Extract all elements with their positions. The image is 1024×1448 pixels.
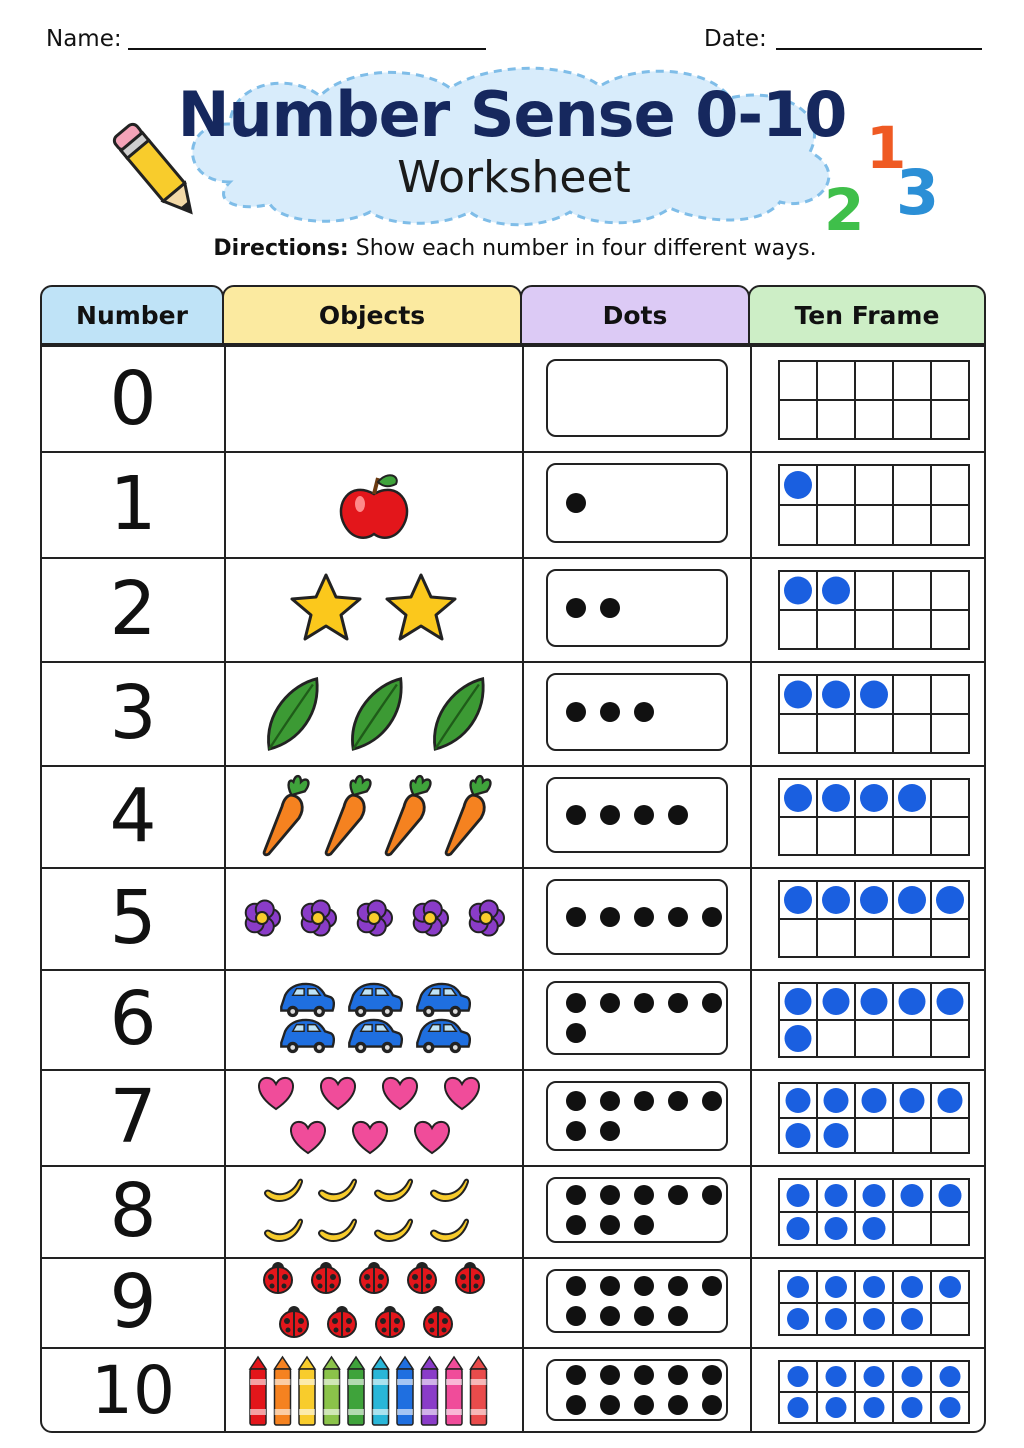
name-date-row <box>0 22 1024 62</box>
ten-frame-counter <box>939 1276 961 1298</box>
ten-frame-counter <box>784 471 812 499</box>
banana-icon <box>265 1180 302 1201</box>
dot <box>634 1185 654 1205</box>
ten-frame <box>778 778 970 856</box>
table-row <box>42 1347 988 1435</box>
banana-icon <box>375 1180 412 1201</box>
ten-frame <box>778 674 970 754</box>
ten-frame-cell <box>817 817 855 855</box>
ten-frame-counter <box>822 577 850 605</box>
ten-frame-counter <box>787 1308 809 1330</box>
ten-frame <box>778 570 970 650</box>
heart-icon <box>321 1078 355 1109</box>
row-number: 1 <box>109 461 157 547</box>
ten-frame-cell <box>931 817 969 855</box>
ten-frame-cell <box>931 1118 969 1153</box>
ladybug-icon <box>408 1262 436 1293</box>
carrot-icon <box>326 776 370 855</box>
row-number: 6 <box>109 976 157 1062</box>
ten-frame-counter <box>787 1276 809 1298</box>
ten-frame-cell <box>931 919 969 957</box>
ten-frame-counter <box>788 1397 809 1418</box>
dot <box>634 1276 654 1296</box>
objects-cell <box>226 1069 522 1165</box>
dot <box>566 1395 586 1415</box>
objects-cell <box>226 969 522 1069</box>
car-icon <box>281 984 334 1017</box>
crayon-icon <box>397 1357 413 1425</box>
ten-frame-cell <box>779 610 817 649</box>
pencil-icon <box>108 118 208 228</box>
carrot-icon <box>264 776 308 855</box>
crayon-icon <box>471 1357 487 1425</box>
ten-frame-cell <box>855 919 893 957</box>
table-row <box>42 867 988 969</box>
ten-frame-cell <box>893 465 931 505</box>
ten-frame-counter <box>787 1184 810 1207</box>
objects-cell <box>226 347 522 451</box>
numbers-icon-two: 2 <box>824 176 865 240</box>
dot <box>702 1365 722 1385</box>
ten-frame-counter <box>862 1088 887 1113</box>
ten-frame-counter <box>901 1308 923 1330</box>
ten-frame-cell <box>893 919 931 957</box>
dot <box>566 907 586 927</box>
ten-frame-counter <box>937 988 964 1015</box>
dot <box>702 1395 722 1415</box>
ten-frame-counter <box>784 577 812 605</box>
dot <box>566 1365 586 1385</box>
table-row <box>42 1257 988 1347</box>
ten-frame-counter <box>824 1088 849 1113</box>
ten-frame <box>778 1082 970 1154</box>
table-row <box>42 1165 988 1257</box>
carrot-icon <box>446 776 490 855</box>
ten-frame-cell <box>893 1212 931 1245</box>
table-body <box>40 345 986 1433</box>
ten-frame <box>778 880 970 958</box>
banana-icon <box>319 1220 356 1241</box>
ten-frame-cell <box>931 400 969 439</box>
ten-frame-cell <box>855 400 893 439</box>
ten-frame <box>778 1360 970 1424</box>
table-row <box>42 765 988 867</box>
ten-frame-counter <box>823 988 850 1015</box>
ten-frame-cell <box>893 817 931 855</box>
ten-frame-counter <box>901 1276 923 1298</box>
banana-icon <box>375 1220 412 1241</box>
ten-frame-cell <box>893 505 931 545</box>
dot <box>668 1395 688 1415</box>
ten-frame-cell <box>817 465 855 505</box>
crayon-icon <box>373 1357 389 1425</box>
objects-cell <box>226 1347 522 1435</box>
ten-frame-cell <box>931 779 969 817</box>
dots-box <box>546 359 728 437</box>
ten-frame-cell <box>893 714 931 753</box>
flower-icon <box>246 900 280 935</box>
ten-frame-cell <box>855 610 893 649</box>
heart-icon <box>291 1122 325 1153</box>
name-field[interactable] <box>128 48 486 50</box>
ten-frame-counter <box>863 1276 885 1298</box>
dot <box>634 1091 654 1111</box>
crayon-icon <box>275 1357 291 1425</box>
ten-frame-cell <box>779 919 817 957</box>
dot <box>566 1215 586 1235</box>
dot <box>566 493 586 513</box>
heart-icon <box>415 1122 449 1153</box>
dot <box>668 1185 688 1205</box>
ten-frame-cell <box>931 1303 969 1335</box>
dots-box <box>546 1081 728 1151</box>
dot <box>634 1215 654 1235</box>
heart-icon <box>259 1078 293 1109</box>
ten-frame-counter <box>822 784 850 812</box>
page-title: Number Sense 0-10 <box>177 78 847 151</box>
car-icon <box>417 1020 470 1053</box>
dots-box <box>546 1177 728 1243</box>
directions <box>0 236 1024 261</box>
ten-frame-cell <box>855 1118 893 1153</box>
objects-cell <box>226 1257 522 1347</box>
ten-frame-counter <box>825 1308 847 1330</box>
ten-frame-cell <box>855 465 893 505</box>
ten-frame-counter <box>902 1366 923 1387</box>
ten-frame-counter <box>824 1123 849 1148</box>
car-icon <box>281 1020 334 1053</box>
ten-frame-cell <box>931 714 969 753</box>
ten-frame-counter <box>787 1217 810 1240</box>
ten-frame-cell <box>931 361 969 400</box>
dot <box>702 993 722 1013</box>
dot <box>634 993 654 1013</box>
ten-frame-counter <box>898 784 926 812</box>
directions-label: Directions: <box>213 236 349 261</box>
ten-frame-counter <box>825 1276 847 1298</box>
header-dots: Dots <box>520 285 750 345</box>
ten-frame-cell <box>893 675 931 714</box>
ten-frame-counter <box>940 1366 961 1387</box>
ladybug-icon <box>328 1306 356 1337</box>
car-icon <box>417 984 470 1017</box>
dot <box>600 1365 620 1385</box>
car-icon <box>349 1020 402 1053</box>
ten-frame-cell <box>817 714 855 753</box>
numbers-icon-one: 1 <box>866 114 907 182</box>
ten-frame-counter <box>863 1184 886 1207</box>
banana-icon <box>431 1180 468 1201</box>
table-row <box>42 1069 988 1165</box>
ten-frame-cell <box>893 1020 931 1057</box>
ten-frame-cell <box>855 817 893 855</box>
row-number: 8 <box>109 1168 157 1254</box>
flower-icon <box>414 900 448 935</box>
dot <box>600 1276 620 1296</box>
ten-frame-cell <box>893 1118 931 1153</box>
table-row <box>42 969 988 1069</box>
ten-frame-cell <box>855 361 893 400</box>
dot <box>566 993 586 1013</box>
ten-frame-counter <box>939 1184 962 1207</box>
name-label: Name: <box>46 26 122 52</box>
crayon-icon <box>422 1357 438 1425</box>
ten-frame-counter <box>902 1397 923 1418</box>
dot <box>566 1091 586 1111</box>
ten-frame-counter <box>940 1397 961 1418</box>
header-number: Number <box>40 285 224 345</box>
ten-frame-counter <box>785 988 812 1015</box>
row-number: 4 <box>109 773 157 859</box>
table-row <box>42 347 988 451</box>
crayon-icon <box>324 1357 340 1425</box>
banana-icon <box>431 1220 468 1241</box>
page-subtitle: Worksheet <box>397 152 631 203</box>
ten-frame-cell <box>779 361 817 400</box>
ten-frame-cell <box>893 400 931 439</box>
dot <box>634 907 654 927</box>
ten-frame-counter <box>784 784 812 812</box>
ten-frame-cell <box>855 571 893 610</box>
ladybug-icon <box>376 1306 404 1337</box>
ladybug-icon <box>424 1306 452 1337</box>
carrot-icon <box>386 776 430 855</box>
dot <box>668 993 688 1013</box>
dot <box>600 1121 620 1141</box>
dot <box>634 1395 654 1415</box>
dot <box>702 907 722 927</box>
dot <box>702 1185 722 1205</box>
dot <box>600 993 620 1013</box>
dot <box>566 1276 586 1296</box>
row-number: 3 <box>109 670 157 756</box>
dot <box>668 1306 688 1326</box>
ten-frame-cell <box>931 610 969 649</box>
objects-cell <box>226 765 522 867</box>
ten-frame <box>778 1178 970 1246</box>
dot <box>600 1215 620 1235</box>
dot <box>600 702 620 722</box>
dots-box <box>546 569 728 647</box>
ladybug-icon <box>312 1262 340 1293</box>
worksheet-table <box>40 285 986 1433</box>
ten-frame-counter <box>822 681 850 709</box>
ten-frame-counter <box>825 1217 848 1240</box>
dot <box>634 1365 654 1385</box>
dot <box>634 702 654 722</box>
ten-frame-cell <box>779 817 817 855</box>
ten-frame-cell <box>931 571 969 610</box>
ten-frame-counter <box>860 681 888 709</box>
ladybug-icon <box>456 1262 484 1293</box>
ten-frame-counter <box>826 1397 847 1418</box>
numbers-123-icon <box>822 112 962 240</box>
dots-box <box>546 463 728 543</box>
dot <box>600 598 620 618</box>
objects-cell <box>226 451 522 557</box>
objects-cell <box>226 867 522 969</box>
dots-box <box>546 1359 728 1421</box>
ten-frame-cell <box>817 400 855 439</box>
dot <box>634 805 654 825</box>
dot <box>600 1185 620 1205</box>
dot <box>600 1395 620 1415</box>
dots-box <box>546 1269 728 1333</box>
table-row <box>42 451 988 557</box>
row-number: 9 <box>109 1259 157 1345</box>
ten-frame-counter <box>786 1123 811 1148</box>
ten-frame-counter <box>785 1025 812 1052</box>
ten-frame <box>778 360 970 440</box>
dot <box>566 1121 586 1141</box>
ten-frame-counter <box>864 1366 885 1387</box>
star-icon <box>387 575 455 639</box>
ten-frame-cell <box>931 1212 969 1245</box>
ten-frame-counter <box>822 886 850 914</box>
dot <box>668 1091 688 1111</box>
ten-frame <box>778 1270 970 1336</box>
flower-icon <box>302 900 336 935</box>
directions-text: Show each number in four different ways. <box>348 236 817 261</box>
banana-icon <box>265 1220 302 1241</box>
ten-frame-cell <box>893 361 931 400</box>
ladybug-icon <box>280 1306 308 1337</box>
crayon-icon <box>446 1357 462 1425</box>
ten-frame-counter <box>936 886 964 914</box>
ten-frame-cell <box>817 919 855 957</box>
dot <box>600 805 620 825</box>
ten-frame-counter <box>825 1184 848 1207</box>
ten-frame-cell <box>931 1020 969 1057</box>
ten-frame-cell <box>931 505 969 545</box>
leaf-icon <box>434 679 483 749</box>
ten-frame-counter <box>860 784 888 812</box>
ten-frame-cell <box>817 505 855 545</box>
ten-frame-counter <box>863 1308 885 1330</box>
dots-box <box>546 777 728 853</box>
ladybug-icon <box>264 1262 292 1293</box>
flower-icon <box>470 900 504 935</box>
dot <box>566 702 586 722</box>
dot <box>566 805 586 825</box>
ten-frame-cell <box>817 361 855 400</box>
ten-frame-counter <box>901 1184 924 1207</box>
row-number: 5 <box>109 875 157 961</box>
numbers-icon-three: 3 <box>896 156 940 229</box>
dot <box>600 1091 620 1111</box>
row-number: 10 <box>91 1352 175 1429</box>
ten-frame-cell <box>779 714 817 753</box>
table-row <box>42 557 988 661</box>
star-icon <box>292 575 360 639</box>
heart-icon <box>353 1122 387 1153</box>
date-field[interactable] <box>776 48 982 50</box>
ten-frame-cell <box>817 610 855 649</box>
ten-frame-cell <box>855 1020 893 1057</box>
objects-cell <box>226 1165 522 1257</box>
dots-box <box>546 981 728 1055</box>
ten-frame-cell <box>817 1020 855 1057</box>
ten-frame-counter <box>860 886 888 914</box>
flower-icon <box>358 900 392 935</box>
banana-icon <box>319 1180 356 1201</box>
objects-cell <box>226 557 522 661</box>
ten-frame-counter <box>826 1366 847 1387</box>
ten-frame-cell <box>931 465 969 505</box>
crayon-icon <box>299 1357 315 1425</box>
dot <box>668 907 688 927</box>
dot <box>668 805 688 825</box>
dot <box>566 1023 586 1043</box>
ten-frame-counter <box>899 988 926 1015</box>
leaf-icon <box>268 679 317 749</box>
crayon-icon <box>250 1357 266 1425</box>
dot <box>702 1276 722 1296</box>
ten-frame-cell <box>931 675 969 714</box>
car-icon <box>349 984 402 1017</box>
date-label: Date: <box>704 26 767 52</box>
ten-frame-counter <box>861 988 888 1015</box>
ten-frame <box>778 982 970 1058</box>
dot <box>566 598 586 618</box>
leaf-icon <box>352 679 401 749</box>
ten-frame-counter <box>938 1088 963 1113</box>
objects-cell <box>226 661 522 765</box>
row-number: 7 <box>109 1074 157 1160</box>
header-objects: Objects <box>222 285 522 345</box>
dots-box <box>546 673 728 751</box>
dot <box>668 1365 688 1385</box>
ten-frame-cell <box>779 400 817 439</box>
ten-frame-counter <box>898 886 926 914</box>
ten-frame-counter <box>784 681 812 709</box>
row-number: 2 <box>109 566 157 652</box>
heart-icon <box>383 1078 417 1109</box>
apple-icon <box>341 475 407 537</box>
dot <box>634 1306 654 1326</box>
table-row <box>42 661 988 765</box>
ten-frame-cell <box>855 505 893 545</box>
crayon-icon <box>348 1357 364 1425</box>
ten-frame-cell <box>779 505 817 545</box>
ten-frame-counter <box>786 1088 811 1113</box>
ladybug-icon <box>360 1262 388 1293</box>
ten-frame-counter <box>900 1088 925 1113</box>
ten-frame <box>778 464 970 546</box>
dot <box>566 1306 586 1326</box>
ten-frame-cell <box>893 571 931 610</box>
header-ten-frame: Ten Frame <box>748 285 986 345</box>
dot <box>600 907 620 927</box>
heart-icon <box>445 1078 479 1109</box>
ten-frame-cell <box>893 610 931 649</box>
dot <box>702 1091 722 1111</box>
dot <box>600 1306 620 1326</box>
ten-frame-counter <box>863 1217 886 1240</box>
ten-frame-counter <box>864 1397 885 1418</box>
dot <box>668 1276 688 1296</box>
ten-frame-cell <box>855 714 893 753</box>
row-number: 0 <box>109 356 157 442</box>
dot <box>566 1185 586 1205</box>
ten-frame-counter <box>788 1366 809 1387</box>
ten-frame-counter <box>784 886 812 914</box>
dots-box <box>546 879 728 955</box>
